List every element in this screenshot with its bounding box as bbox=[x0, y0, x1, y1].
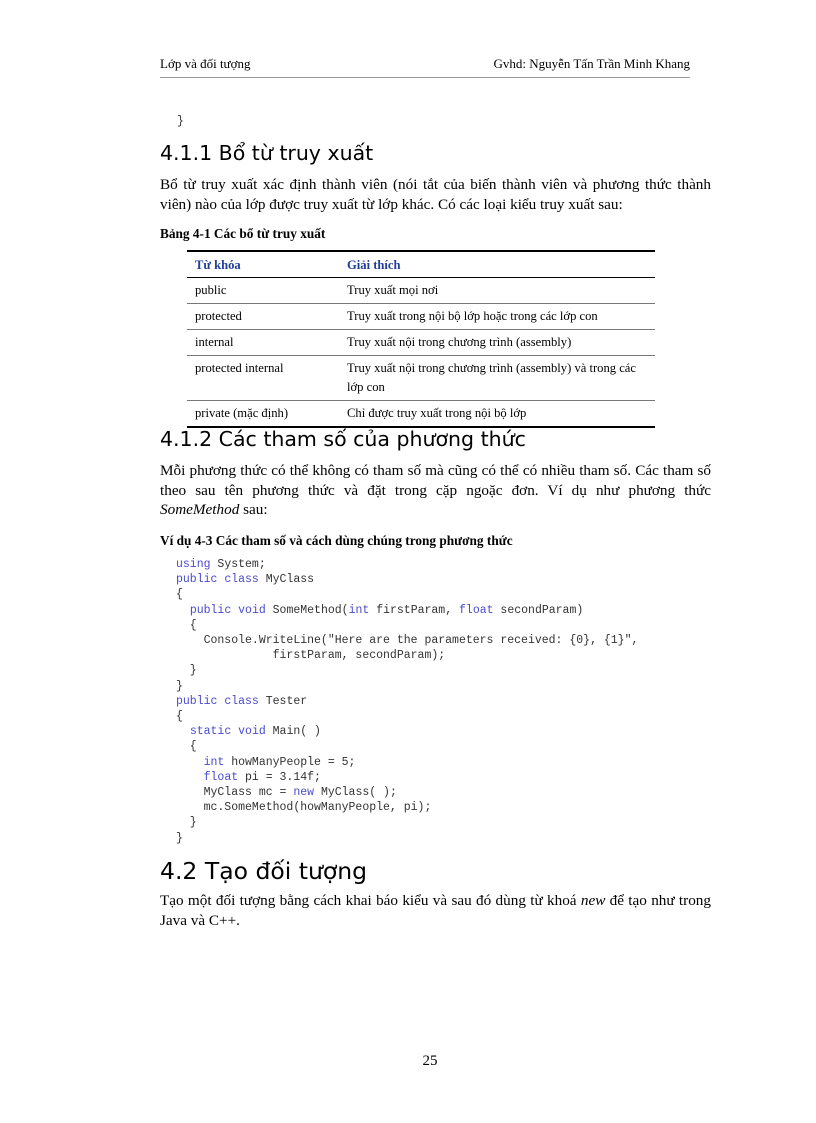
code-keyword: public bbox=[189, 603, 232, 617]
code-example bbox=[176, 557, 638, 846]
code-text: Console.WriteLine("Here are the parameters received: {0}, {1}", bbox=[176, 634, 639, 648]
table-cell-keyword: internal bbox=[187, 330, 339, 356]
section-heading-4-1-2: 4.1.2 Các tham số của phương thức bbox=[160, 427, 526, 451]
code-line bbox=[176, 785, 638, 800]
code-keyword: public bbox=[176, 694, 218, 708]
code-text: System; bbox=[210, 558, 266, 571]
paragraph-text: Tạo một đối tượng bằng cách khai báo kiểu và sau đó dùng từ khoá bbox=[160, 892, 581, 909]
keyword-emphasis: new bbox=[580, 892, 606, 909]
code-line bbox=[176, 618, 638, 633]
section-heading-4-1-1: 4.1.1 Bổ từ truy xuất bbox=[160, 141, 374, 165]
code-line bbox=[176, 603, 638, 618]
code-text: mc.SomeMethod(howManyPeople, pi); bbox=[176, 801, 432, 815]
example-caption: Ví dụ 4-3 Các tham số và cách dùng chúng trong phương thức bbox=[160, 533, 513, 548]
table-cell-description: Chỉ được truy xuất trong nội bộ lớp bbox=[339, 401, 655, 428]
code-text: MyClass mc = bbox=[176, 786, 294, 800]
code-text: } bbox=[176, 816, 197, 830]
code-keyword: class bbox=[224, 694, 259, 708]
code-text: { bbox=[176, 588, 183, 602]
table-header-row bbox=[187, 251, 655, 278]
code-text bbox=[176, 725, 190, 738]
code-text: } bbox=[176, 831, 183, 845]
paragraph-method-parameters bbox=[160, 461, 711, 520]
table-cell-keyword: protected internal bbox=[187, 356, 339, 401]
code-text: Tester bbox=[258, 694, 308, 708]
code-line bbox=[176, 557, 638, 572]
code-line bbox=[176, 755, 638, 770]
code-line bbox=[176, 739, 638, 754]
code-keyword: using bbox=[176, 558, 211, 571]
paragraph-text: để tạo như trong Java và C++. bbox=[160, 892, 711, 929]
paragraph-text: Mỗi phương thức có thể không có tham số mà cũng có thể có nhiều tham số. Các tham số theo sau tên phương thức và đặt trong cặp ngoặc đơn. Ví dụ như phương thức bbox=[160, 462, 711, 499]
code-closing-brace: } bbox=[177, 115, 184, 128]
code-text: { bbox=[176, 618, 197, 632]
code-keyword: void bbox=[238, 603, 266, 617]
code-text: firstParam, bbox=[369, 603, 460, 617]
code-text bbox=[176, 604, 190, 617]
code-text bbox=[176, 771, 204, 784]
code-text: } bbox=[176, 664, 197, 678]
page-number: 25 bbox=[422, 1053, 438, 1069]
code-text: pi = 3.14f; bbox=[238, 770, 321, 784]
table-row bbox=[187, 401, 655, 428]
code-keyword: class bbox=[224, 573, 259, 587]
table-cell-description: Truy xuất nội trong chương trình (assembly) và trong các lớp con bbox=[339, 356, 655, 401]
code-keyword: void bbox=[238, 725, 266, 739]
table-row bbox=[187, 330, 655, 356]
paragraph-create-object bbox=[160, 891, 711, 930]
code-line bbox=[176, 633, 638, 648]
table-cell-description: Truy xuất mọi nơi bbox=[347, 283, 439, 297]
code-keyword: float bbox=[459, 603, 494, 617]
code-line bbox=[176, 770, 638, 785]
code-text: SomeMethod( bbox=[265, 603, 349, 617]
code-keyword: new bbox=[293, 786, 315, 800]
code-line bbox=[176, 709, 638, 724]
code-keyword: int bbox=[203, 755, 225, 769]
code-text bbox=[176, 756, 204, 769]
code-text: MyClass( ); bbox=[314, 786, 397, 800]
paragraph-text: sau: bbox=[239, 501, 268, 518]
code-line bbox=[176, 694, 638, 709]
table-row bbox=[187, 356, 655, 401]
access-modifier-table bbox=[187, 250, 655, 428]
code-keyword: float bbox=[203, 770, 239, 784]
code-line bbox=[176, 831, 638, 846]
code-line bbox=[176, 587, 638, 602]
code-line bbox=[176, 724, 638, 739]
table-row bbox=[187, 304, 655, 330]
code-text: } bbox=[176, 679, 183, 693]
table-cell-keyword: public bbox=[195, 283, 227, 297]
code-line bbox=[176, 572, 638, 587]
code-keyword: static bbox=[189, 725, 232, 739]
column-header-keyword: Từ khóa bbox=[187, 251, 339, 278]
table-cell-description: Truy xuất nội trong chương trình (assembly) bbox=[339, 330, 655, 356]
code-line bbox=[176, 663, 638, 678]
table-cell-description: Truy xuất trong nội bộ lớp hoặc trong các lớp con bbox=[339, 304, 655, 330]
section-heading-4-2: 4.2 Tạo đối tượng bbox=[160, 857, 368, 885]
table-row bbox=[187, 278, 655, 304]
code-text: secondParam) bbox=[493, 603, 584, 617]
table-cell-keyword: private (mặc định) bbox=[187, 401, 339, 428]
table-caption: Bảng 4-1 Các bổ từ truy xuất bbox=[160, 226, 326, 241]
column-header-description: Giải thích bbox=[339, 251, 655, 278]
header-instructor: Gvhd: Nguyễn Tấn Trần Minh Khang bbox=[493, 56, 690, 71]
code-text: howManyPeople = 5; bbox=[224, 755, 356, 769]
code-keyword: int bbox=[348, 603, 370, 617]
code-text: Main( ) bbox=[265, 725, 321, 739]
code-text: { bbox=[176, 740, 197, 754]
header-chapter-title: Lớp và đối tượng bbox=[160, 56, 251, 71]
code-text: MyClass bbox=[258, 573, 315, 587]
code-line bbox=[176, 679, 638, 694]
table-cell-keyword: protected bbox=[187, 304, 339, 330]
code-line bbox=[176, 648, 638, 663]
code-line bbox=[176, 800, 638, 815]
code-keyword: public bbox=[176, 573, 218, 587]
header-divider bbox=[160, 77, 690, 78]
code-text: { bbox=[176, 710, 183, 724]
method-name-emphasis: SomeMethod bbox=[160, 501, 240, 518]
code-line bbox=[176, 815, 638, 830]
code-text: firstParam, secondParam); bbox=[176, 649, 446, 663]
paragraph-access-modifiers: Bổ từ truy xuất xác định thành viên (nói tắt của biến thành viên và phương thức thành viên) nào của lớp được truy xuất từ lớp khác. Có các loại kiểu truy xuất sau: bbox=[160, 176, 711, 213]
